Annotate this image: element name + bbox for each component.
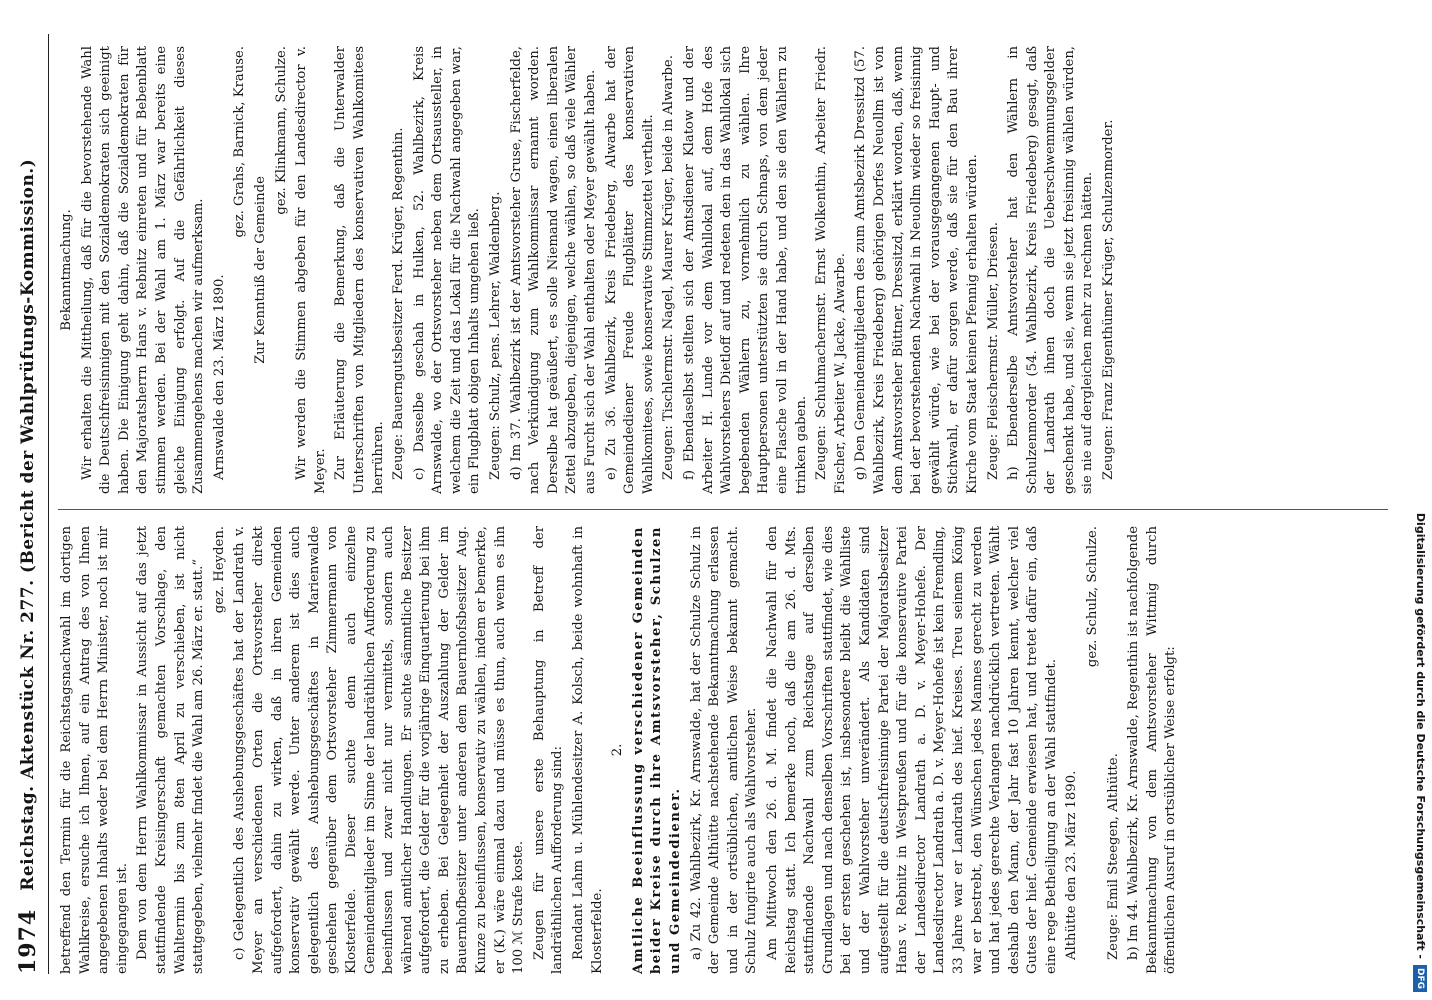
right-column-paragraph: Zeuge: Bauerngutsbesitzer Ferd. Krüger, Regenthin. — [391, 127, 407, 480]
page-number: 1974 — [15, 908, 41, 974]
right-column-paragraph: Zeugen: Schulz, pens. Lehrer, Waldenberg. — [488, 191, 504, 480]
right-column-paragraph: Zur Kenntniß der Gemeinde — [252, 176, 268, 364]
right-column-paragraph: Zeugen: Schuhmachermstr. Ernst Wolkenthin, Arbeiter Friedr. Fischer, Arbeiter W. Jacke, Alwarbe. — [814, 46, 848, 494]
left-column-paragraph: b) Im 44. Wahlbezirk, Kr. Arnswalde, Regenthin ist nachfolgende Bekanntmachung von dem Amtsvorsteher Wittmig durch öffentlichen Ausruf in ortsüblicher Weise erfolgt: — [1126, 526, 1179, 974]
left-column-paragraph: Zeugen für unsere erste Behauptung in Betreff der landräthlichen Aufforderung sind: — [531, 526, 566, 974]
right-column-paragraph: h) Ebenderselbe Amtsvorsteher hat den Wählern in Schulzenmorder (54. Wahlbezirk, Kreis Friedeberg) gesagt, daß der Landrath ihnen doch die Ueberschwemmungsgelder geschenkt habe, und sie, wenn sie jetzt freisinnig wählen würden, sie nie auf dergleichen mehr zu rechnen hätten. — [1006, 46, 1096, 494]
right-column-paragraph: Arnswalde den 23. März 1890. — [211, 274, 227, 480]
left-column-paragraph: c) Gelegentlich des Aushebungsgeschäftes hat der Landrath v. Meyer an verschiedenen Orten die Ortsvorsteher direkt aufgefordert, dahin zu wirken, daß in ihren Gemeinden konservativ gewählt werde. Unter anderem ist dies auch gelegentlich des Aushebungsgeschäftes in Marienwalde geschehen gegenüber dem Ortsvorsteher Zimmermann von Klosterfelde. Dieser suchte denn auch einzelne Gemeindemitglieder im Sinne der landräthlichen Aufforderung zu beeinflussen und zwar nicht nur vermittels, sondern auch während amtlicher Handlungen. Er suchte sämmtliche Besitzer aufgefordert, die Gelder für die vorjährige Einquartierung bei ihm zu erheben. Bei Gelegenheit der Auszahlung der Gelder im Bauernhofbesitzer unter anderen dem Bauernhofsbesitzer Aug. Kunze zu beeinflussen, konservativ zu wählen, indem er bemerkte, er (K.) wäre einmal dazu und müsse es thun, auch wenn es ihn 100 ℳ Strafe koste. — [232, 526, 527, 974]
left-column-paragraph: Am Mittwoch den 26. d. M. findet die Nachwahl für den Reichstag statt. Ich bemerke noch, daß die am 26. d. Mts. stattfindende Nachwahl zum Reichstage auf derselben Grundlagen und nach denselben Vorschriften stattfindet, wie dies bei der ersten geschehen ist, insbesondere bleibt die Wahlliste und der Wahlvorsteher unverändert. Als Kandidaten sind aufgestellt für die deutschfreisinnige Partei der Majoratsbesitzer Hans v. Rebnitz in Westpreußen und für die konservative Partei der Landesdirector Landrath a. D. v. Meyer-Hohefe. Der Landesdirector Landrath a. D. v. Meyer-Hohefe ist kein Fremdling, 33 Jahre war er Landrath des hief. Kreises. Treu seinem König war er bestrebt, den Wünschen jedes Mannes gerecht zu werden und hat jedes gerechte Verlangen nachdrücklich vertreten. Wählt deshalb den Mann, der Jahr fast 10 Jahren kennt, welcher viel Gutes der hief. Gemeinde erwiesen hat, und tretet dafür ein, daß eine rege Betheiligung an der Wahl stattfindet. — [764, 526, 1059, 974]
right-column-paragraph: gez. Grahs, Barnick, Krause. — [232, 46, 248, 238]
running-title: Reichstag. Aktenstück Nr. 277. (Bericht der Wahlprüfungs-Kommission.) — [18, 158, 38, 891]
right-column-paragraph: Zeugen: Tischlermstr. Nagel, Maurer Krüger, beide in Alwarbe. — [661, 55, 677, 480]
right-column-paragraph: e) Zu 36. Wahlbezirk, Kreis Friedeberg, Alwarbe hat der Gemeindediener Freude Flugblätter des konservativen Wahlkomitees, sowie konservative Stimmzettel vertheilt. — [603, 46, 656, 494]
right-column-paragraph: d) Im 37. Wahlbezirk ist der Amtsvorsteher Gruse, Fischerfelde, nach Verkündigung zum Wahlkommissar ernannt worden. Derselbe hat geäußert, es solle Niemand wagen, einen liberalen Zettel abzugeben, diejenigen, welche wählen, so daß viele Wähler aus Furcht sich der Wahl enthalten oder Meyer gewählt haben. — [508, 46, 599, 494]
digitization-credit — [1408, 0, 1432, 1000]
left-column-paragraph: Amtliche Beeinflussung verschiedener Gemeinden beider Kreise durch ihre Amtsvorsteher, Schulzen und Gemeindediener. — [630, 526, 683, 974]
right-column-paragraph: Wir werden die Stimmen abgeben für den Landesdirector v. Meyer. — [294, 46, 328, 494]
left-column-paragraph: 2. — [610, 743, 626, 757]
column-separator — [58, 509, 1388, 510]
right-column-paragraph: Wir erhalten die Mittheilung, daß für die bevorstehende Wahl die Deutschfreisinnigen mit den Sozialdemokraten sich geeinigt haben. Die Einigung geht dahin, daß die Sozialdemokraten für den Majoratsherrn Hans v. Rebnitz einreten und für Bebenblatt stimmen werden. Bei der Wahl am 1. März war bereits eine gleiche Einigung erfolgt. Auf die Gefährlichkeit dieses Zusammengehens machen wir aufmerksam. — [79, 46, 207, 494]
right-column-paragraph: Zeugen: Franz Eigenthümer Krüger, Schulzenmorder. — [1101, 119, 1117, 480]
right-column-paragraph: f) Ebendaselbst stellten sich der Amtsdiener Klatow und der Arbeiter H. Lunde vor dem Wahllokal auf, dem Hofe des Wahlvorstehers Dietloff auf und redeten den in das Wahllokal sich begebenden Wählern zu, vornehmlich zu wählen. Ihre Hauptpersonen unterstützten sie durch Schnaps, von dem jeder eine Flasche voll in der Hand habe, und den sie den Wählern zu trinken gaben. — [682, 46, 809, 494]
page-header — [8, 34, 48, 974]
header-rule — [48, 34, 49, 974]
left-column-paragraph: gez. Heyden. — [211, 526, 227, 614]
credit-text: Digitalisierung gefördert durch die Deutsche Forschungsgemeinschaft - — [1414, 512, 1427, 959]
right-text-column — [58, 46, 1378, 494]
left-column-paragraph: Dem von dem Herrn Wahlkommissar in Aussicht auf das jetzt stattfindende Kreisingerschaft gemachten Vorschlage, den Wahltermin bis zum 8ten April zu verschieben, ist nicht stattgegeben, vielmehr findet die Wahl am 26. März er. statt.“ — [135, 526, 207, 974]
right-column-paragraph: Bekanntmachung. — [59, 209, 74, 331]
right-column-paragraph: Zeuge: Fleischermstr. Müller, Driesen. — [985, 222, 1001, 480]
digitization-credit-strip — [1408, 0, 1432, 1000]
right-column-paragraph: g) Den Gemeindemitgliedern des zum Amtsbezirk Dressitzd (57. Wahlbezirk, Kreis Friedeberg) gehörigen Dorfes Neuollm ist von dem Amtsvorsteher Büttner, Dressitzd, erklärt worden, daß, wenn bei der bevorstehenden Nachwahl in Neuollm wieder so freisinnig gewählt würde, wie bei der vorausgegangenen Haupt- und Stichwahl, er dafür sorgen werde, daß sie für den Bau ihrer Kirche vom Staat keinen Pfennig erhalten würden. — [853, 46, 980, 494]
right-column-paragraph: Zur Erläuterung die Bemerkung, daß die Unterwalder Unterschriften von Mitgliedern des konservativen Wahlkomitees herrühren. — [333, 46, 386, 494]
left-column-paragraph: a) Zu 42. Wahlbezirk, Kr. Arnswalde, hat der Schulze Schulz in der Gemeinde Althütte nachstehende Bekanntmachung erlassen und in der ortsüblichen, amtlichen Weise bekannt gemacht. Schulz fungirte auch als Wahlvorsteher. — [688, 526, 760, 974]
left-column-paragraph: gez. Schulz, Schulze. — [1085, 526, 1101, 668]
left-column-paragraph: Althütte den 23. März 1890. — [1064, 770, 1080, 960]
left-text-column — [58, 526, 1378, 974]
dfg-logo: DFG — [1413, 965, 1427, 992]
left-column-paragraph: betreffend den Termin für die Reichstagsnachwahl im dortigen Wahlkreise, ersuche ich Ihnen, auf ein Antrag des von Ihnen angegebenen Inhalts weder bei dem Herrn Minister, noch ist mir eingegangen ist. — [59, 526, 130, 974]
right-column-paragraph: c) Dasselbe geschah in Hulken, 52. Wahlbezirk, Kreis Arnswalde, wo der Ortsvorsteher neben dem Ortsaussteller, in welchem die Zeit und das Lokal für die Nachwahl angegeben war, ein Flugblatt obigen Inhalts umgehen ließ. — [411, 46, 483, 494]
left-column-paragraph: Rendant Lahm u. Mühlendesitzer A. Kolsch, beide wohnhaft in Klosterfelde. — [571, 526, 605, 974]
right-column-paragraph: gez. Klinkmann, Schulze. — [273, 46, 289, 215]
left-column-paragraph: Zeuge: Emil Steegen, Althütte. — [1105, 753, 1121, 960]
